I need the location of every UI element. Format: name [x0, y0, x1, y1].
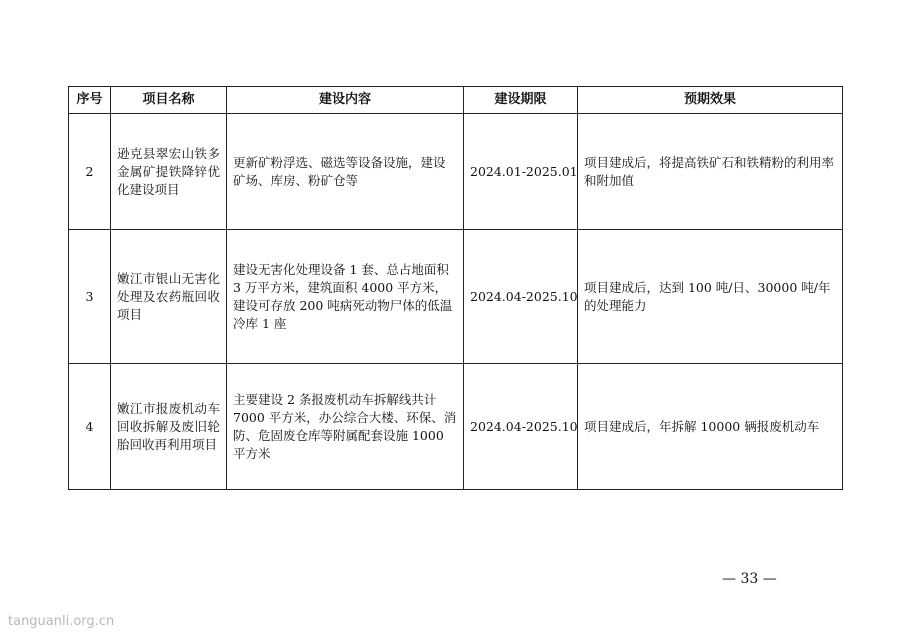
cell-content: 主要建设 2 条报废机动车拆解线共计 7000 平方米，办公综合大楼、环保、消防、危固废仓库等附属配套设施 1000 平方米 [227, 364, 464, 490]
header-project-name: 项目名称 [111, 87, 227, 114]
table-header-row [69, 87, 843, 114]
table-row [69, 364, 843, 490]
table-row [69, 114, 843, 230]
cell-effect: 项目建成后，达到 100 吨/日、30000 吨/年的处理能力 [578, 230, 843, 364]
project-table [68, 86, 843, 490]
table-row [69, 230, 843, 364]
page-number: — 33 — [722, 571, 777, 587]
cell-period: 2024.01-2025.01 [464, 114, 578, 230]
cell-project-name: 嫩江市报废机动车回收拆解及废旧轮胎回收再利用项目 [111, 364, 227, 490]
header-effect: 预期效果 [578, 87, 843, 114]
cell-no: 4 [69, 364, 111, 490]
header-content: 建设内容 [227, 87, 464, 114]
cell-content: 更新矿粉浮选、磁选等设备设施，建设矿场、库房、粉矿仓等 [227, 114, 464, 230]
cell-project-name: 嫩江市银山无害化处理及农药瓶回收项目 [111, 230, 227, 364]
header-period: 建设期限 [464, 87, 578, 114]
cell-content: 建设无害化处理设备 1 套、总占地面积 3 万平方米，建筑面积 4000 平方米，建设可存放 200 吨病死动物尸体的低温冷库 1 座 [227, 230, 464, 364]
cell-effect: 项目建成后，将提高铁矿石和铁精粉的利用率和附加值 [578, 114, 843, 230]
cell-no: 3 [69, 230, 111, 364]
header-no: 序号 [69, 87, 111, 114]
cell-period: 2024.04-2025.10 [464, 230, 578, 364]
watermark: tanguanli.org.cn [8, 614, 115, 629]
cell-project-name: 逊克县翠宏山铁多金属矿提铁降锌优化建设项目 [111, 114, 227, 230]
cell-no: 2 [69, 114, 111, 230]
cell-effect: 项目建成后，年拆解 10000 辆报废机动车 [578, 364, 843, 490]
cell-period: 2024.04-2025.10 [464, 364, 578, 490]
